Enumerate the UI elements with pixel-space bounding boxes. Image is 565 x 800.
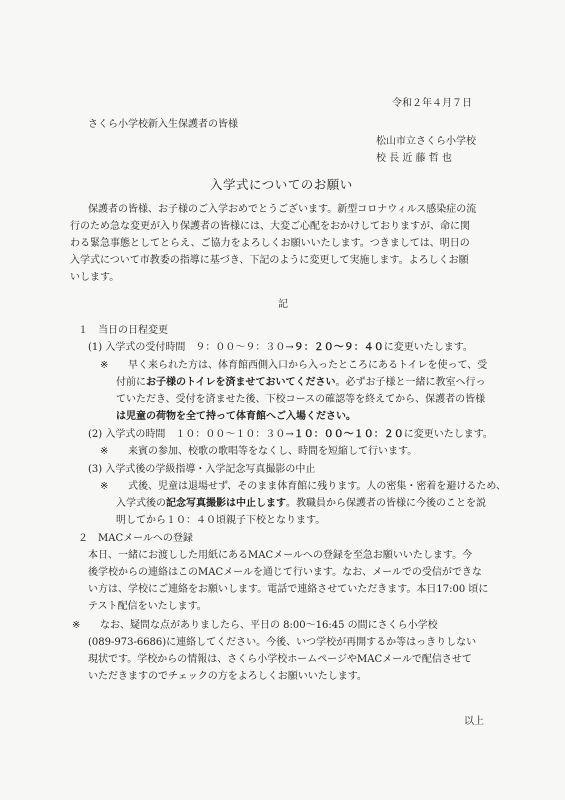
section2-line: 後学校からの連絡はこのMACメールを通じて行います。なお、メールでの受信ができな — [88, 567, 482, 578]
intro-line: わる緊急事態としてとらえ、ご協力をよろしくお願いいたします。つきましては、明日の — [70, 238, 470, 249]
item1-note-line — [116, 376, 486, 389]
item1-prefix: (1) 入学式の受付時間 ９：００～９：３０→ — [88, 342, 294, 353]
item2-line — [88, 428, 493, 441]
section2-line: 本日、一緒にお渡しした用紙にあるMACメールへの登録を至急お願いいたします。今 — [88, 550, 473, 561]
section2-line: テスト配信をいたします。 — [88, 601, 207, 612]
section2-line: い方は、学校にご連絡をお願いします。電話で連絡させていただきます。本日17:00 頃に — [88, 584, 489, 595]
item3-note-emphasis: 記念写真撮影は中止します — [166, 498, 286, 509]
document-date: 令和２年４月７日 — [392, 98, 472, 109]
school-name: 松山市立さくら小学校 — [376, 136, 476, 147]
item3-note-line — [116, 497, 486, 510]
document-title: 入学式についてのお願い — [210, 177, 353, 192]
item3-heading: (3) 入学式後の学級指導・入学記念写真撮影の中止 — [88, 464, 316, 475]
item1-note-mark: ※ — [100, 360, 109, 371]
intro-line: いします。 — [70, 272, 120, 283]
item1-new-time: ９：２０～９：４０ — [293, 342, 384, 353]
item2-suffix: に変更いたします。 — [403, 429, 493, 440]
item2-new-time: １０：００～１０：２０ — [293, 429, 404, 440]
closing-note-mark: ※ — [72, 620, 81, 631]
item3-note-text: 入学式後の — [116, 498, 166, 509]
intro-line: 入学式について市教委の指導に基づき、下記のように変更して実施します。よろしくお願 — [70, 255, 469, 266]
section2-heading: ２ MACメールへの登録 — [78, 533, 193, 544]
item3-note-line: 式後、児童は退場せず、そのまま体育館に残ります。人の密集・密着を避けるため、 — [128, 481, 506, 492]
intro-line: 行のため急な変更が入り保護者の皆様には、大変ご心配をおかけしておりますが、命に関 — [70, 221, 470, 232]
item1-note-text: 付前に — [116, 377, 146, 388]
item1-suffix: に変更いたします。 — [383, 342, 473, 353]
item1-note-line: 早く来られた方は、体育館西側入口から入ったところにあるトイレを使って、受 — [128, 360, 488, 371]
item3-note-mark: ※ — [100, 481, 109, 492]
principal-name: 校 長 近 藤 哲 也 — [376, 153, 452, 164]
item3-note-text: 。教職員から保護者の皆様に今後のことを説 — [286, 498, 486, 509]
closing-note-line: いただきますのでチェックの方をよろしくお願いいたします。 — [88, 671, 367, 682]
recipient-line: さくら小学校新入生保護者の皆様 — [88, 119, 238, 130]
intro-line: 保護者の皆様、お子様のご入学おめでとうございます。新型コロナウィルス感染症の流 — [88, 204, 477, 215]
item1-note-line: は児童の荷物を全て持って体育館へご入場ください。 — [116, 411, 356, 422]
closing-note-line: なお、疑問な点がありましたら、平日の 8:00～16:45 の間にさくら小学校 — [100, 620, 438, 631]
item1-line — [88, 341, 473, 354]
item1-note-line: ていただき、受付を済ませた後、下校コースの確認等を終えてから、保護者の皆様 — [116, 394, 486, 405]
end-marker: 以上 — [464, 716, 484, 727]
item2-prefix: (2) 入学式の時間 １０：００～１０：３０→ — [88, 429, 294, 440]
item2-note-line: 来賓の参加、校歌の歌唱等をなくし、時間を短縮して行います。 — [128, 446, 418, 457]
closing-note-line: (089-973-6686)に連絡してください。今後、いつ学校が再開するか等はっきりしない — [88, 637, 477, 648]
ki-marker: 記 — [278, 299, 288, 310]
item2-note-mark: ※ — [100, 446, 109, 457]
item3-note-line: 明してから１０：４０頃親子下校となります。 — [116, 515, 326, 526]
closing-note-line: 現状です。学校からの情報は、さくら小学校ホームページやMACメールで配信させて — [88, 654, 472, 665]
item1-note-text: 。必ずお子様と一緒に教室へ行っ — [335, 377, 486, 388]
section1-heading: １ 当日の日程変更 — [78, 325, 168, 336]
item1-note-emphasis: お子様のトイレを済ませておいてください — [146, 377, 336, 388]
